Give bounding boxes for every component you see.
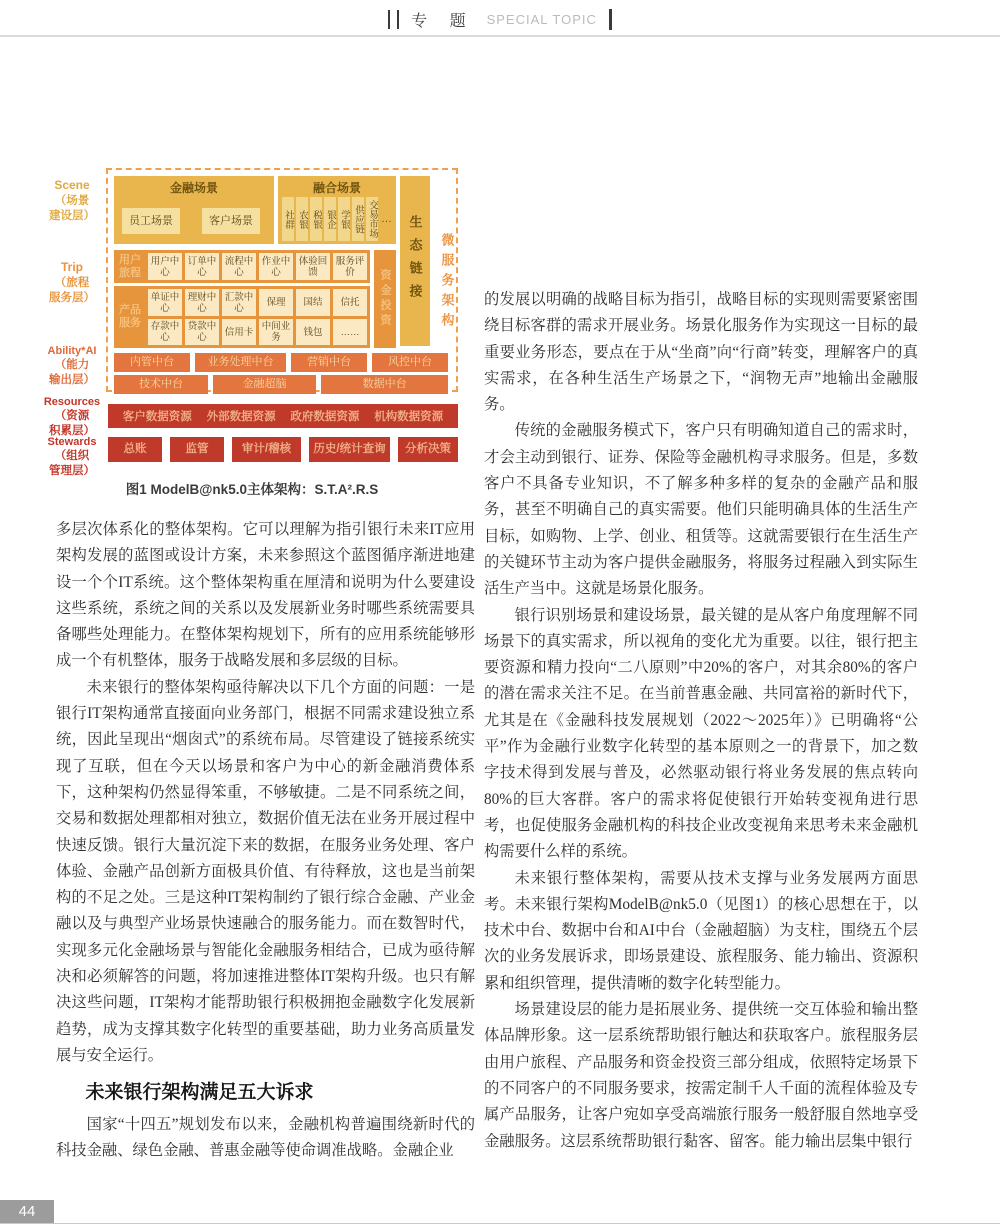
product-row-1 [148,289,367,316]
steward-box: 总账 [108,437,162,462]
paragraph: 国家“十四五”规划发布以来，金融机构普遍围绕新时代的科技金融、绿色金融、普惠金融等使命调准战略。金融企业 [56,1115,475,1159]
capital-investment-column: 资金投资 [374,250,396,348]
product-item: 钱包 [296,319,330,345]
left-text-column [56,517,475,1164]
header-bar-right [609,9,612,30]
paragraph: 未来银行整体架构，需要从技术支撑与业务发展两方面思考。未来银行架构ModelB@nk5.0（见图1）的核心思想在于，以技术中台、数据中台和AI中台（金融超脑）为支柱，围绕五个层次的业务发展诉求，即场景建设、旅程服务、能力输出、资源积累和组织管理，提供清晰的数字化转型能力。 [484,869,918,992]
page-header [0,6,1000,32]
ability-box: 数据中台 [321,375,448,394]
product-item: 信托 [333,289,367,316]
user-journey-block [114,250,370,283]
fusion-ellipsis: … [381,213,392,225]
header-divider [0,35,1000,37]
header-title-en: SPECIAL TOPIC [486,11,597,27]
paragraph: 传统的金融服务模式下，客户只有明确知道自己的需求时，才会主动到银行、证券、保险等金融机构寻求服务。但是，多数客户不具备专业知识，不了解多种多样的复杂的金融产品和服务，甚至不明确自己的真实需要。他们只能明确具体的生活生产目标，如购物、上学、创业、租赁等。这就需要银行在生活生产的关键环节主动为客户提供金融服务，将服务过程融入到实际生活生产当中。这就是场景化服务。 [484,422,918,598]
ability-box: 技术中台 [114,375,208,394]
eco-link-column: 生态链接 [400,176,430,346]
journey-items-row [148,253,367,280]
resources-bar [108,404,458,428]
right-text-column [484,287,918,1155]
product-service-label: 产品服务 [119,304,141,329]
product-item: 单证中心 [148,289,182,316]
layer-label-stewards: Stewards （组织 管理层） [47,436,97,478]
paragraph: 的发展以明确的战略目标为指引，战略目标的实现则需要紧密围绕目标客群的需求开展业务。场景化服务作为实现这一目标的最重要业务形态，要点在于从“坐商”向“行商”转变，理解客户的真实需求，在各种生活生产场景之下，“润物无声”地输出金融服务。 [484,291,918,414]
product-row-2 [148,319,367,345]
bottom-rule [0,1223,1000,1224]
journey-item: 流程中心 [222,253,256,280]
steward-box: 分析决策 [398,437,458,462]
fusion-item: 社群 [282,197,294,241]
architecture-dashed-frame [106,168,458,392]
layer-label-trip: Trip （旅程 服务层） [49,260,95,304]
figure-modelbank-architecture [40,164,464,512]
product-item: 汇款中心 [222,289,256,316]
paragraph: 多层次体系化的整体架构。它可以理解为指引银行未来IT应用架构发展的蓝图或设计方案，未来参照这个蓝图循序渐进地建设一个个IT系统。这个整体架构重在厘清和说明为什么要建设这些系统，系统之间的关系以及发展新业务时哪些系统需要具备哪些处理能力。在整体架构规划下，所有的应用系统能够形成一个有机整体，服务于战略发展和多层级的目标。 [56,521,475,670]
ability-box: 金融超脑 [213,375,316,394]
paragraph: 未来银行的整体架构亟待解决以下几个方面的问题：一是银行IT架构通常直接面向业务部门，根据不同需求建设独立系统，因此呈现出“烟囱式”的系统布局。尽管建设了链接系统实现了互联，但在今天以场景和客户为中心的新金融消费体系下，这种架构仍然显得笨重，不够敏捷。二是不同系统之间，交易和数据处理都相对独立，数据价值无法在业务开展过程中快速反馈。银行大量沉淀下来的数据，在服务业务处理、客户体验、金融产品创新方面极具价值、有待释放，这也是当前架构的不足之处。三是这种IT架构制约了银行综合金融、产业金融以及与典型产业场景快速融合的服务能力。而在数智时代，实现多元化金融场景与智能化金融服务相结合，已成为亟待解决和必须解答的问题，将加速推进整体IT架构升级。也只有解决这些问题，IT架构才能帮助银行积极拥抱金融数字化发展新趋势，成为支撑其数字化转型的重要基础，助力业务高质量发展与安全运行。 [56,678,475,1064]
product-item: 信用卡 [222,319,256,345]
paragraph: 场景建设层的能力是拓展业务、提供统一交互体验和输出整体品牌形象。这一层系统帮助银行触达和获取客户。旅程服务层由用户旅程、产品服务和资金投资三部分组成，依照特定场景下的不同客户的不同服务要求，按需定制千人千面的流程体验及专属产品服务，让客户宛如享受高端旅行服务一般舒服自然地享受金融服务。这层系统帮助银行黏客、留客。能力输出层集中银行 [484,1001,918,1150]
product-item: …… [333,319,367,345]
journey-item: 服务评价 [333,253,367,280]
layer-label-resources: Resources （资源 积累层） [43,396,101,438]
resource-item: 机构数据资源 [374,411,444,423]
stewards-row [108,437,458,462]
finance-scene-block [114,176,274,244]
fusion-items-row [282,197,392,241]
product-item: 保理 [259,289,293,316]
journey-item: 体验回馈 [296,253,330,280]
ability-box: 业务处理中台 [195,353,286,372]
fusion-item: 学银 [338,197,350,241]
customer-scene-box: 客户场景 [202,208,260,234]
micro-service-label: 微服务架构 [439,233,455,333]
product-service-block [114,286,370,348]
employee-scene-box: 员工场景 [122,208,180,234]
fusion-item: 银企 [324,197,336,241]
figure-caption: 图1 ModelB@nk5.0主体架构：S.T.A².R.S [125,482,379,497]
fusion-item: 供应链 [352,197,364,241]
steward-box: 审计/稽核 [232,437,301,462]
ability-row-1 [114,353,448,372]
product-item: 贷款中心 [185,319,219,345]
layer-label-scene: Scene （场景 建设层） [49,178,95,222]
ability-box: 风控中台 [372,353,448,372]
layer-label-ability: Ability*AI （能力 输出层） [47,345,97,387]
header-title-cn: 专 题 [411,12,475,30]
journey-item: 用户中心 [148,253,182,280]
fusion-scene-block [278,176,396,244]
fusion-scene-title: 融合场景 [312,181,361,195]
journey-item: 订单中心 [185,253,219,280]
user-journey-label: 用户旅程 [119,254,141,279]
journey-item: 作业中心 [259,253,293,280]
product-item: 理财中心 [185,289,219,316]
fusion-item: 税银 [310,197,322,241]
product-item: 存款中心 [148,319,182,345]
fusion-item: 交易市场 [366,197,378,241]
ability-box: 营销中台 [291,353,367,372]
section-heading: 未来银行架构满足五大诉求 [85,1082,314,1104]
steward-box: 监管 [170,437,224,462]
ability-box: 内管中台 [114,353,190,372]
product-item: 国结 [296,289,330,316]
resource-item: 客户数据资源 [122,411,192,423]
product-item: 中间业务 [259,319,293,345]
page-number: 44 [0,1200,54,1223]
fusion-item: 农银 [296,197,308,241]
header-double-bar-left [388,10,399,29]
finance-scene-title: 金融场景 [169,181,218,195]
ability-row-2 [114,375,448,394]
resource-item: 外部数据资源 [206,411,276,423]
steward-box: 历史/统计查询 [309,437,390,462]
paragraph: 银行识别场景和建设场景，最关键的是从客户角度理解不同场景下的真实需求，所以视角的变化尤为重要。以往，银行把主要资源和精力投向“二八原则”中20%的客户，对其余80%的客户的潜在需求关注不足。在当前普惠金融、共同富裕的新时代下，尤其是在《金融科技发展规划（2022～2025年）》已明确将“公平”作为金融行业数字化转型的基本原则之一的背景下，加之数字技术得到发展与普及，必然驱动银行将业务发展的焦点转向80%的巨大客群。客户的需求将促使银行开始转变视角进行思考，也促使服务金融机构的科技企业改变视角来思考未来金融机构需要什么样的系统。 [484,606,918,861]
resource-item: 政府数据资源 [290,411,360,423]
